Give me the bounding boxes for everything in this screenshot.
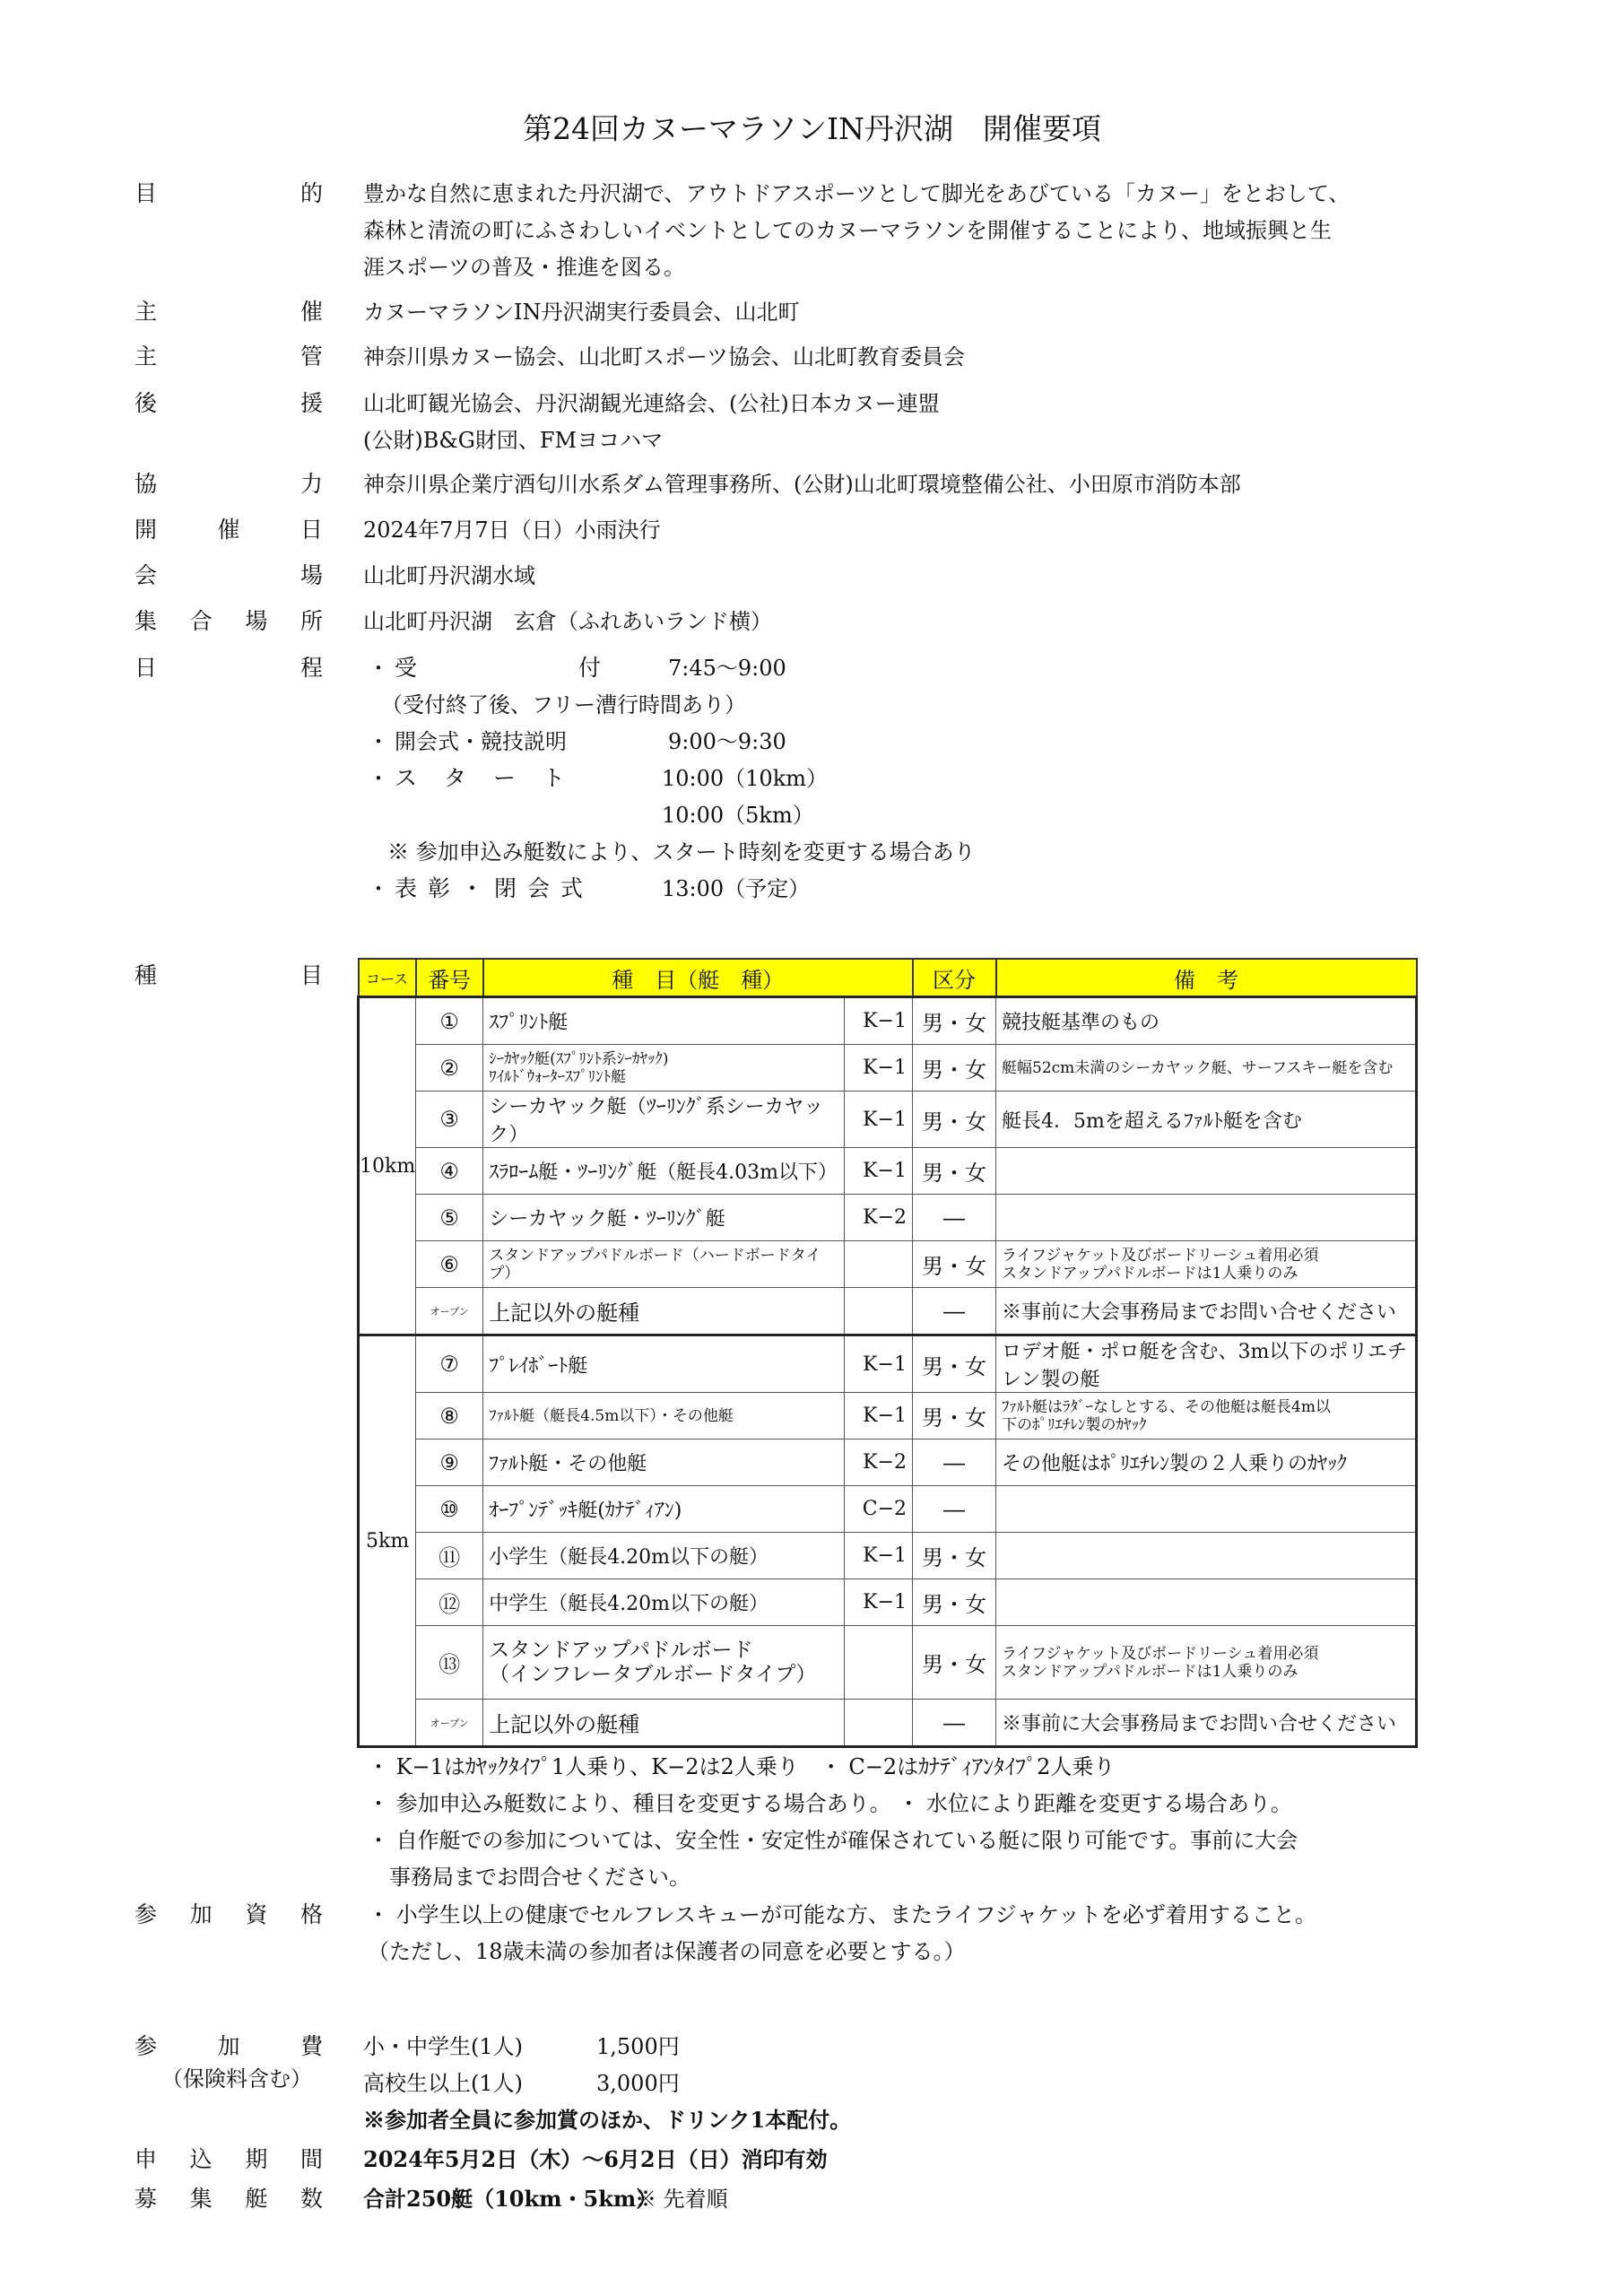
award-name-char: 会 <box>526 875 550 901</box>
start-name <box>395 761 565 796</box>
event-gender: 男・女 <box>913 1045 996 1091</box>
event-class: K−1 <box>845 997 913 1045</box>
event-name: シーカヤック艇・ﾂｰﾘﾝｸﾞ艇 <box>483 1195 845 1241</box>
table-row <box>359 1241 1417 1288</box>
event-remark <box>996 1533 1417 1579</box>
event-gender: 男・女 <box>913 1091 996 1148</box>
fee-price: 3,000円 <box>596 2071 680 2096</box>
start-name-char: タ <box>443 765 466 791</box>
meeting-label <box>135 604 323 639</box>
start-time-5km: 10:00（5km） <box>662 803 814 828</box>
event-number: オープン <box>416 1700 483 1747</box>
recruit-label-char: 募 <box>135 2186 158 2212</box>
event-number: オープン <box>416 1288 483 1335</box>
fee-note: ※参加者全員に参加賞のほか、ドリンク1本配付。 <box>363 2107 852 2133</box>
event-gender: ― <box>913 1700 996 1747</box>
venue-label-char: 会 <box>135 562 158 588</box>
award-name-char: 表 <box>395 875 418 901</box>
event-class: K−1 <box>845 1091 913 1148</box>
venue-label <box>135 558 323 594</box>
event-number: ③ <box>416 1091 483 1148</box>
eligibility-label-char: 資 <box>245 1901 268 1927</box>
event-number: ⑨ <box>416 1439 483 1486</box>
event-class <box>845 1626 913 1700</box>
event-gender: ― <box>913 1439 996 1486</box>
course-group <box>359 997 1417 1335</box>
support-label-char: 後 <box>135 390 158 416</box>
event-gender: 男・女 <box>913 997 996 1045</box>
event-class: K−2 <box>845 1439 913 1486</box>
event-class <box>845 1700 913 1747</box>
support-label <box>135 386 323 422</box>
event-name: ｼｰｶﾔｯｸ艇(ｽﾌﾟﾘﾝﾄ系ｼｰｶﾔｯｸ) ﾜｲﾙﾄﾞｳｫｰﾀｰｽﾌﾟﾘﾝﾄ艇 <box>483 1045 845 1091</box>
fee-price: 1,500円 <box>596 2034 680 2059</box>
award-name-char: 彰 <box>427 875 450 901</box>
date-text: 2024年7月7日（日）小雨決行 <box>363 517 661 543</box>
event-class: K−2 <box>845 1195 913 1241</box>
bullet: ・ <box>368 766 389 791</box>
table-row <box>359 1335 1417 1393</box>
event-class: K−1 <box>845 1045 913 1091</box>
schedule-label-char: 程 <box>300 655 323 681</box>
schedule-label-char: 日 <box>135 655 158 681</box>
application-label-char: 申 <box>135 2146 158 2172</box>
event-class <box>845 1288 913 1335</box>
table-row <box>359 1091 1417 1148</box>
event-remark <box>996 1579 1417 1626</box>
event-number: ① <box>416 997 483 1045</box>
course-group <box>359 1335 1417 1747</box>
start-name-char: ト <box>542 765 565 791</box>
event-remark: ライフジャケット及びボードリーシュ着用必須 スタンドアップパドルボードは1人乗りのみ <box>996 1241 1417 1288</box>
meeting-label-char: 場 <box>245 608 268 634</box>
meeting-label-char: 集 <box>135 608 158 634</box>
table-row <box>359 1533 1417 1579</box>
fee-label-char: 費 <box>300 2033 323 2059</box>
reception-note: （受付終了後、フリー漕行時間あり） <box>381 692 747 718</box>
event-gender: 男・女 <box>913 1579 996 1626</box>
management-label-char: 主 <box>135 344 158 370</box>
event-number: ⑪ <box>416 1533 483 1579</box>
event-class <box>845 1241 913 1288</box>
bullet: ・ <box>368 656 389 681</box>
event-gender: 男・女 <box>913 1533 996 1579</box>
table-row <box>359 1439 1417 1486</box>
venue-text: 山北町丹沢湖水域 <box>363 563 535 588</box>
event-remark: ※事前に大会事務局までお問い合せください <box>996 1700 1417 1747</box>
event-number: ⑩ <box>416 1486 483 1533</box>
application-label-char: 込 <box>189 2146 213 2172</box>
fee-who: 小・中学生(1人) <box>363 2034 523 2059</box>
management-label-char: 管 <box>300 344 323 370</box>
support-label-char: 援 <box>300 390 323 416</box>
event-class: K−1 <box>845 1335 913 1393</box>
purpose-text: 涯スポーツの普及・推進を図る。 <box>363 255 686 280</box>
purpose-label <box>135 176 323 212</box>
meeting-label-char: 合 <box>189 608 213 634</box>
bullet: ・ <box>368 876 389 901</box>
purpose-text: 豊かな自然に恵まれた丹沢湖で、アウトドアスポーツとして脚光をあびている「カヌー」をとおして、 <box>363 181 1350 206</box>
event-name: 中学生（艇長4.20m以下の艇） <box>483 1579 845 1626</box>
recruit-label-char: 数 <box>300 2186 323 2212</box>
award-name-char: ・ <box>460 875 483 901</box>
table-header: 区分 <box>913 959 996 997</box>
application-text: 2024年5月2日（木）〜6月2日（日）消印有効 <box>363 2146 828 2172</box>
date-label-char: 日 <box>300 517 323 543</box>
event-name: スタンドアップパドルボード（ハードボードタイプ） <box>483 1241 845 1288</box>
event-remark: ライフジャケット及びボードリーシュ着用必須 スタンドアップパドルボードは1人乗りのみ <box>996 1626 1417 1700</box>
events-label <box>135 958 323 994</box>
event-class: C−2 <box>845 1486 913 1533</box>
purpose-label-char: 的 <box>300 180 323 206</box>
event-name: 小学生（艇長4.20m以下の艇） <box>483 1533 845 1579</box>
reception-name-char: 受 <box>395 655 418 681</box>
event-gender: 男・女 <box>913 1241 996 1288</box>
table-row <box>359 1195 1417 1241</box>
recruit-note: ※ 先着順 <box>635 2187 728 2212</box>
event-remark <box>996 1195 1417 1241</box>
award-name <box>395 871 583 907</box>
cooperation-label-char: 協 <box>135 471 158 497</box>
table-row <box>359 1626 1417 1700</box>
fee-sublabel: （保険料含む） <box>161 2066 312 2092</box>
fee-who: 高校生以上(1人) <box>363 2071 523 2096</box>
eligibility-label <box>135 1897 323 1933</box>
event-remark: 艇幅52cm未満のシーカヤック艇、サーフスキー艇を含む <box>996 1045 1417 1091</box>
fee-label-char: 加 <box>217 2033 240 2059</box>
events-note: ・ 参加申込み艇数により、種目を変更する場合あり。 ・ 水位により距離を変更する場合あり。 <box>368 1791 1292 1816</box>
table-header: 種 目（艇 種） <box>483 959 913 997</box>
recruit-text: 合計250艇（10km・5km） <box>363 2186 658 2212</box>
event-name: シーカヤック艇（ﾂｰﾘﾝｸﾞ系シーカヤック） <box>483 1091 845 1148</box>
award-name-char: 閉 <box>493 875 517 901</box>
cooperation-label <box>135 466 323 502</box>
recruit-label-char: 艇 <box>245 2186 268 2212</box>
event-number: ⑦ <box>416 1335 483 1393</box>
events-label-char: 目 <box>300 962 323 988</box>
event-name: スタンドアップパドルボード （インフレータブルボードタイプ） <box>483 1626 845 1700</box>
schedule-label <box>135 650 323 686</box>
events-label-char: 種 <box>135 962 158 988</box>
event-remark <box>996 1486 1417 1533</box>
date-label <box>135 512 323 548</box>
table-row <box>359 1148 1417 1195</box>
organizer-label-char: 主 <box>135 299 158 325</box>
cooperation-label-char: 力 <box>300 471 323 497</box>
eligibility-text: （ただし、18歳未満の参加者は保護者の同意を必要とする。） <box>368 1939 966 1964</box>
event-name: ｵｰﾌﾟﾝﾃﾞｯｷ艇(ｶﾅﾃﾞｨｱﾝ) <box>483 1486 845 1533</box>
event-remark: 競技艇基準のもの <box>996 997 1417 1045</box>
purpose-label-char: 目 <box>135 180 158 206</box>
eligibility-label-char: 格 <box>300 1901 323 1927</box>
start-name-char: ー <box>492 765 516 791</box>
organizer-label <box>135 294 323 330</box>
event-name: ｽﾌﾟﾘﾝﾄ艇 <box>483 997 845 1045</box>
eligibility-label-char: 参 <box>135 1901 158 1927</box>
event-class: K−1 <box>845 1579 913 1626</box>
table-row <box>359 1579 1417 1626</box>
meeting-text: 山北町丹沢湖 玄倉（ふれあいランド横） <box>363 609 772 634</box>
table-row <box>359 1700 1417 1747</box>
start-time-10km: 10:00（10km） <box>662 766 829 791</box>
events-note: ・ K−1はｶﾔｯｸﾀｲﾌﾟ1人乗り、K−2は2人乗り ・ C−2はｶﾅﾃﾞｨｱﾝﾀｲﾌﾟ2人乗り <box>368 1754 1116 1779</box>
event-name: ﾌｧﾙﾄ艇（艇長4.5m以下）・その他艇 <box>483 1393 845 1439</box>
organizer-label-char: 催 <box>300 299 323 325</box>
event-number: ⑥ <box>416 1241 483 1288</box>
event-number: ⑤ <box>416 1195 483 1241</box>
management-label <box>135 339 323 375</box>
event-gender: 男・女 <box>913 1626 996 1700</box>
date-label-char: 開 <box>135 517 158 543</box>
event-name: ｽﾗﾛｰﾑ艇・ﾂｰﾘﾝｸﾞ艇（艇長4.03m以下） <box>483 1148 845 1195</box>
award-time: 13:00（予定） <box>662 876 811 901</box>
recruit-label <box>135 2181 323 2217</box>
fee-label-char: 参 <box>135 2033 158 2059</box>
event-class: K−1 <box>845 1148 913 1195</box>
event-remark: ﾌｧﾙﾄ艇はﾗﾀﾞｰなしとする、その他艇は艇長4m以 下のﾎﾟﾘｴﾁﾚﾝ製のｶﾔｯｸ <box>996 1393 1417 1439</box>
organizer-text: カヌーマラソンIN丹沢湖実行委員会、山北町 <box>363 300 800 325</box>
table-row <box>359 1393 1417 1439</box>
application-label-char: 期 <box>245 2146 268 2172</box>
venue-label-char: 場 <box>300 562 323 588</box>
event-gender: ― <box>913 1288 996 1335</box>
event-name: ﾌｧﾙﾄ艇・その他艇 <box>483 1439 845 1486</box>
event-name: 上記以外の艇種 <box>483 1700 845 1747</box>
reception-name-char: 付 <box>578 655 601 681</box>
cooperation-text: 神奈川県企業庁酒匂川水系ダム管理事務所、(公財)山北町環境整備公社、小田原市消防本部 <box>363 472 1241 497</box>
event-number: ⑬ <box>416 1626 483 1700</box>
management-text: 神奈川県カヌー協会、山北町スポーツ協会、山北町教育委員会 <box>363 344 966 370</box>
event-number: ⑫ <box>416 1579 483 1626</box>
event-class: K−1 <box>845 1393 913 1439</box>
event-gender: 男・女 <box>913 1335 996 1393</box>
event-name: 上記以外の艇種 <box>483 1288 845 1335</box>
table-header: コース <box>359 959 416 997</box>
course-cell: 10km <box>359 997 416 1335</box>
table-row <box>359 1486 1417 1533</box>
event-name: ﾌﾟﾚｲﾎﾞｰﾄ艇 <box>483 1335 845 1393</box>
event-class: K−1 <box>845 1533 913 1579</box>
page-title: 第24回カヌーマラソンIN丹沢湖 開催要項 <box>523 111 1101 146</box>
event-gender: 男・女 <box>913 1148 996 1195</box>
meeting-label-char: 所 <box>300 608 323 634</box>
events-note: ・ 自作艇での参加については、安全性・安定性が確保されている艇に限り可能です。事前に大会 <box>368 1828 1298 1853</box>
course-cell: 5km <box>359 1335 416 1747</box>
event-gender: ― <box>913 1486 996 1533</box>
application-label-char: 間 <box>300 2146 323 2172</box>
date-label-char: 催 <box>217 517 240 543</box>
eligibility-label-char: 加 <box>189 1901 213 1927</box>
application-label <box>135 2142 323 2178</box>
fee-label <box>135 2029 323 2065</box>
event-remark: ロデオ艇・ポロ艇を含む、3m以下のポリエチレン製の艇 <box>996 1335 1417 1393</box>
event-remark <box>996 1148 1417 1195</box>
event-remark: その他艇はﾎﾟﾘｴﾁﾚﾝ製の２人乗りのｶﾔｯｸ <box>996 1439 1417 1486</box>
table-row <box>359 997 1417 1045</box>
event-number: ④ <box>416 1148 483 1195</box>
recruit-label-char: 集 <box>189 2186 213 2212</box>
event-number: ② <box>416 1045 483 1091</box>
support-text: 山北町観光協会、丹沢湖観光連絡会、(公社)日本カヌー連盟 <box>363 391 940 416</box>
reception-name <box>395 650 601 686</box>
award-name-char: 式 <box>560 875 583 901</box>
table-header: 備 考 <box>996 959 1417 997</box>
event-gender: ― <box>913 1195 996 1241</box>
opening-time: 9:00〜9:30 <box>668 729 786 754</box>
table-row <box>359 1288 1417 1335</box>
event-gender: 男・女 <box>913 1393 996 1439</box>
table-row <box>359 1045 1417 1091</box>
table-header: 番号 <box>416 959 483 997</box>
opening-name: 開会式・競技説明 <box>395 729 567 754</box>
table-header-row <box>359 959 1417 997</box>
events-table <box>357 958 1418 1748</box>
reception-time: 7:45〜9:00 <box>668 656 786 681</box>
events-note: 事務局までお問合せください。 <box>368 1865 690 1890</box>
support-text: (公財)B&G財団、FMヨコハマ <box>363 428 664 453</box>
event-number: ⑧ <box>416 1393 483 1439</box>
purpose-text: 森林と清流の町にふさわしいイベントとしてのカヌーマラソンを開催することにより、地域振興と生 <box>363 218 1332 243</box>
start-note: ※ 参加申込み艇数により、スタート時刻を変更する場合あり <box>387 839 976 865</box>
event-remark: 艇長4．5mを超えるﾌｧﾙﾄ艇を含む <box>996 1091 1417 1148</box>
start-name-char: ス <box>395 765 418 791</box>
bullet: ・ <box>368 729 389 754</box>
event-remark: ※事前に大会事務局までお問い合せください <box>996 1288 1417 1335</box>
eligibility-text: ・ 小学生以上の健康でセルフレスキューが可能な方、またライフジャケットを必ず着用すること。 <box>368 1902 1316 1927</box>
